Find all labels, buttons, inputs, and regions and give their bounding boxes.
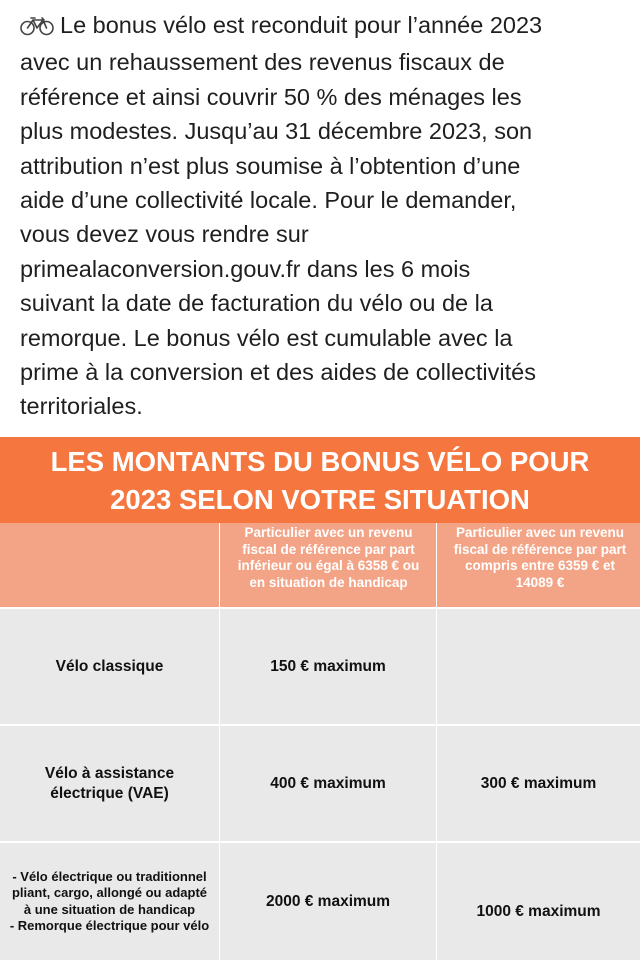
bonus-amounts-table <box>0 523 640 960</box>
amount-text: 2000 € maximum <box>265 892 391 910</box>
amount-ebike-mid <box>437 726 640 841</box>
row-label-line: Vélo à assistance <box>44 764 175 782</box>
intro-line: suivant la date de facturation du vélo ou de la <box>20 290 493 317</box>
intro-text-0: Le bonus vélo est reconduit pour l’année 2023 <box>60 12 543 38</box>
header-mid-income-line: 14089 € <box>515 574 565 590</box>
row-label-special-bikes <box>0 843 219 960</box>
intro-line <box>20 8 632 45</box>
row-label-line: - Remorque électrique pour vélo <box>9 917 210 933</box>
intro-line: référence et ainsi couvrir 50 % des ménages les <box>20 83 522 110</box>
header-mid-income-line: fiscal de référence par part <box>453 541 627 557</box>
header-mid-income <box>437 523 640 608</box>
header-low-income-line: en situation de handicap <box>249 574 408 590</box>
row-label-line: - Vélo électrique ou traditionnel <box>12 869 207 885</box>
intro-line: aide d’une collectivité locale. Pour le demander, <box>20 187 517 214</box>
header-low-income-line: inférieur ou égal à 6358 € ou <box>237 558 420 573</box>
amount-special-mid <box>437 853 640 970</box>
intro-line: primealaconversion.gouv.fr dans les 6 mois <box>20 255 471 282</box>
intro-line: attribution n’est plus soumise à l’obtention d’une <box>20 152 521 179</box>
intro-line: vous devez vous rendre sur <box>20 221 309 248</box>
intro-line: prime à la conversion et des aides de collectivités <box>20 359 536 386</box>
intro-line: avec un rehaussement des revenus fiscaux de <box>20 49 505 76</box>
intro-line: territoriales. <box>20 393 143 420</box>
amount-text: 400 € maximum <box>270 774 386 792</box>
intro-paragraph <box>20 8 632 424</box>
header-mid-income-line: compris entre 6359 € et <box>464 558 616 573</box>
row-label-classic-bike <box>0 609 219 724</box>
amount-special-low <box>220 843 436 960</box>
amount-text: 150 € maximum <box>270 657 386 675</box>
bicycle-icon <box>20 11 54 45</box>
amount-text: 300 € maximum <box>480 774 597 792</box>
header-mid-income-line: Particulier avec un revenu <box>455 525 625 540</box>
amount-text: 1000 € maximum <box>476 902 601 920</box>
header-low-income <box>220 523 437 608</box>
intro-line: remorque. Le bonus vélo est cumulable avec la <box>20 324 513 351</box>
row-label-line: électrique (VAE) <box>50 784 169 802</box>
banner-line-2: 2023 SELON VOTRE SITUATION <box>110 484 530 515</box>
amount-classic-mid <box>437 609 640 724</box>
row-label-ebike <box>0 726 219 841</box>
banner-line-1: LES MONTANTS DU BONUS VÉLO POUR <box>50 446 590 477</box>
table-title-banner <box>0 437 640 523</box>
header-low-income-line: Particulier avec un revenu <box>244 525 413 540</box>
header-low-income-line: fiscal de référence par part <box>242 541 415 557</box>
row-label-line: pliant, cargo, allongé ou adapté <box>11 885 208 901</box>
row-label-line: Vélo classique <box>55 657 164 675</box>
intro-line: plus modestes. Jusqu’au 31 décembre 2023, son <box>20 118 533 145</box>
row-label-line: à une situation de handicap <box>23 901 196 917</box>
amount-classic-low <box>220 609 436 724</box>
amount-ebike-low <box>220 726 436 841</box>
